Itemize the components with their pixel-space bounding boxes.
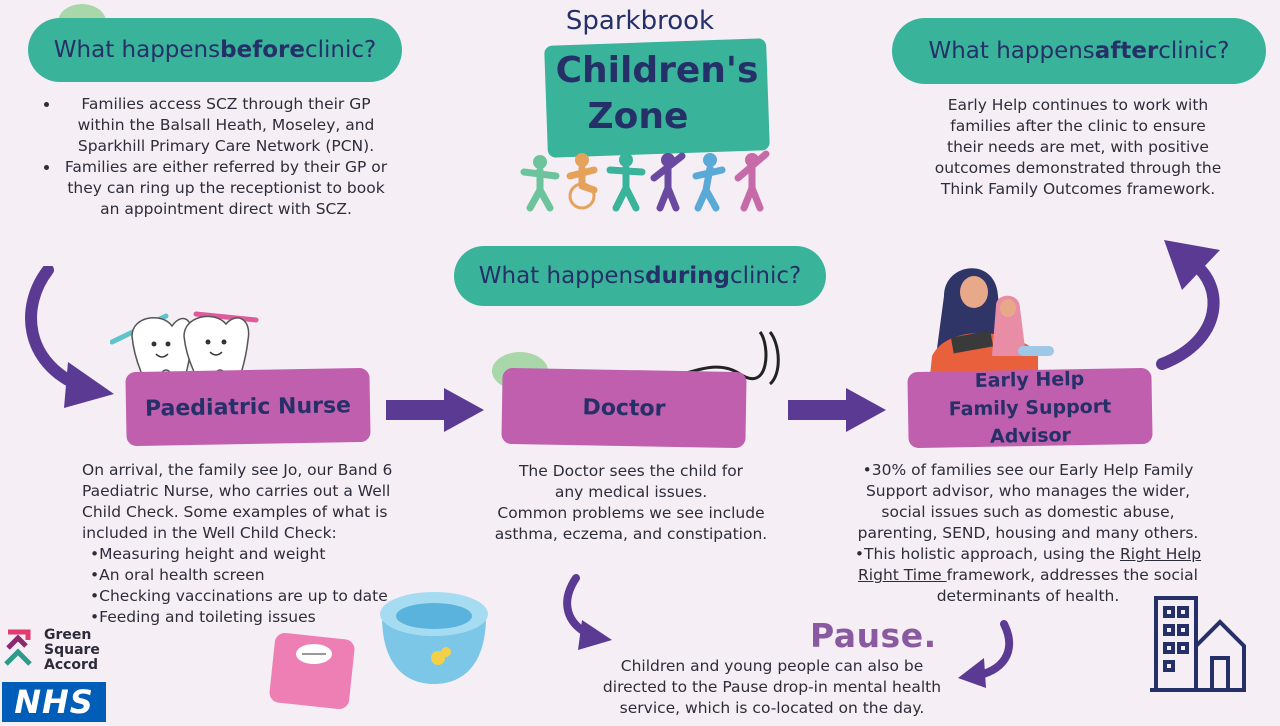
curved-arrow-pause-left-icon	[552, 572, 614, 652]
list-item: •Checking vaccinations are up to date	[90, 587, 388, 605]
brand-title-line2: Zone	[587, 96, 689, 137]
arrow-right-1-icon	[386, 388, 484, 432]
pause-text: Children and young people can also be directed to the Pause drop-in mental health service, which is co-located on the day.	[602, 657, 942, 717]
list-item: •Feeding and toileting issues	[90, 608, 316, 626]
list-item: •Measuring height and weight	[90, 545, 326, 563]
after-clinic-heading: What happens after clinic?	[892, 18, 1266, 84]
before-clinic-text	[44, 94, 392, 220]
arrow-right-2-icon	[788, 388, 886, 432]
doctor-box: Doctor	[501, 368, 746, 448]
mother-and-child-icon	[926, 256, 1064, 378]
curved-arrow-pause-right-icon	[956, 618, 1022, 690]
paediatric-nurse-box: Paediatric Nurse	[125, 368, 370, 446]
before-bullet: • Families access SCZ through their GP within the Balsall Heath, Moseley, and Sparkhill Primary Care Network (PCN).	[60, 94, 392, 157]
curved-arrow-left-icon	[10, 266, 120, 412]
green-square-accord-logo-icon	[4, 628, 38, 668]
brand-title-line1: Children's	[555, 50, 759, 91]
nurse-check-list	[90, 544, 390, 628]
early-help-bullet2: •This holistic approach, using the Right Help Right Time framework, addresses the social determinants of health.	[854, 545, 1202, 605]
list-item: •An oral health screen	[90, 566, 265, 584]
after-clinic-text: Early Help continues to work with families after the clinic to ensure their needs are met, with positive outcomes demonstrated through the Think Family Outcomes framework.	[934, 96, 1222, 198]
curved-arrow-up-icon	[1154, 236, 1254, 372]
early-help-box: Early Help Family Support Advisor	[907, 368, 1152, 448]
nhs-logo: NHS	[2, 682, 106, 722]
right-help-right-time-link[interactable]: Right Help Right Time	[858, 545, 1202, 584]
children-figures-icon	[520, 150, 772, 212]
early-help-text: •30% of families see our Early Help Family Support advisor, who manages the wider, social issues such as domestic abuse, parenting, SEND, housing and many others. •This holistic approach, using the Right Help Right Time framework, addresses the social determinants of health.	[846, 460, 1210, 607]
during-clinic-heading: What happens during clinic?	[454, 246, 826, 306]
potty-icon	[376, 586, 490, 686]
before-bullet: • Families are either referred by their GP or they can ring up the receptionist to book an appointment direct with SCZ.	[60, 157, 392, 220]
building-icon	[1148, 594, 1248, 694]
green-square-accord-text: Green Square Accord	[44, 627, 100, 673]
pause-logo: Pause.	[810, 616, 937, 655]
doctor-text: The Doctor sees the child for any medical issues. Common problems we see include asthma, eczema, and constipation.	[494, 462, 768, 543]
brand-small: Sparkbrook	[565, 6, 715, 36]
before-clinic-heading: What happens before clinic?	[28, 18, 402, 82]
nurse-intro-text: On arrival, the family see Jo, our Band 6 Paediatric Nurse, who carries out a Well Child Check. Some examples of what is included in the Well Child Check:	[82, 461, 393, 542]
weighing-scale-icon	[266, 628, 358, 710]
